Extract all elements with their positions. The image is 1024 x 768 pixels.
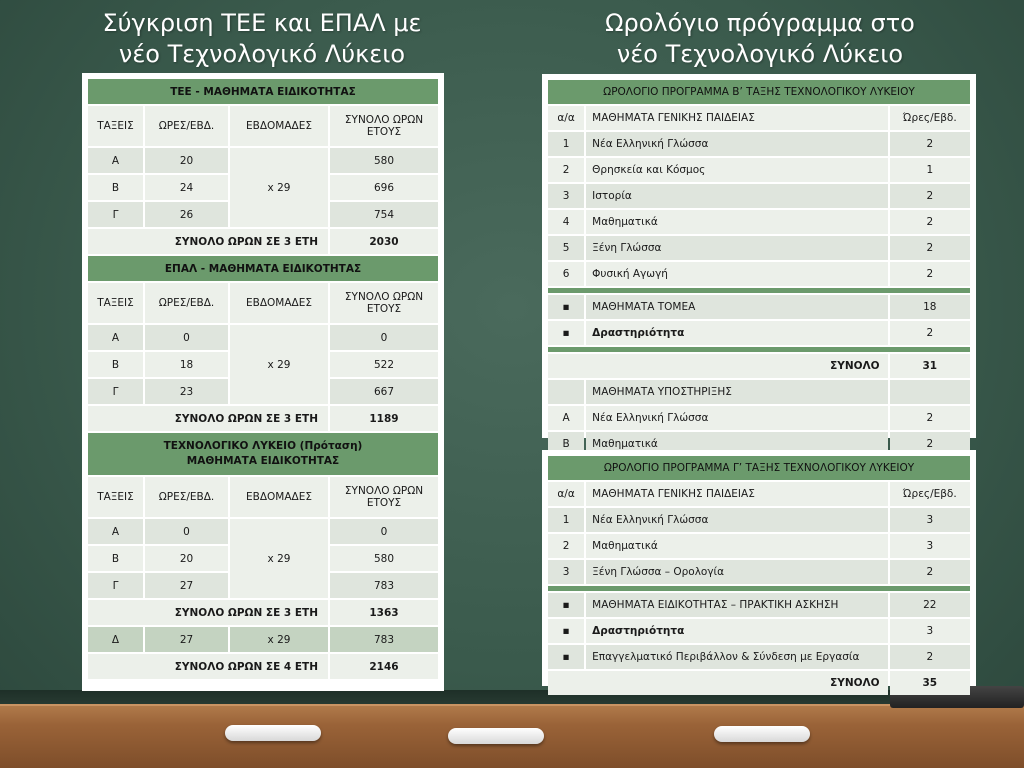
sum-value: 31 bbox=[890, 354, 970, 378]
tech-header-line: ΜΑΘΗΜΑΤΑ ΕΙΔΙΚΟΤΗΤΑΣ bbox=[186, 455, 340, 467]
bullet-icon: ▪ bbox=[548, 619, 584, 643]
subject-name: Ιστορία bbox=[586, 184, 887, 208]
col-header-hours: ΩΡΕΣ/ΕΒΔ. bbox=[145, 477, 228, 517]
subject-name: Ξένη Γλώσσα bbox=[586, 236, 887, 260]
hours-cell: 24 bbox=[145, 175, 228, 200]
hours-cell: 20 bbox=[145, 546, 228, 571]
chalk-piece bbox=[448, 728, 544, 744]
class-cell: Α bbox=[88, 519, 143, 544]
total-cell: 0 bbox=[330, 519, 438, 544]
row-number: 1 bbox=[548, 508, 584, 532]
left-title-line: Σύγκριση ΤΕΕ και ΕΠΑΛ με bbox=[102, 9, 422, 37]
comparison-panel bbox=[82, 73, 444, 691]
program-c-header: ΩΡΟΛΟΓΙΟ ΠΡΟΓΡΑΜΜΑ Γ’ ΤΑΞΗΣ ΤΕΧΝΟΛΟΓΙΚΟΥ ΛΥΚΕΙΟΥ bbox=[548, 456, 970, 480]
col-aa: α/α bbox=[548, 106, 584, 130]
row-number: 3 bbox=[548, 560, 584, 584]
sum-value: 35 bbox=[890, 671, 970, 695]
sum-label: ΣΥΝΟΛΟ ΩΡΩΝ ΣΕ 3 ΕΤΗ bbox=[88, 600, 328, 625]
support-subject: Νέα Ελληνική Γλώσσα bbox=[586, 406, 887, 430]
chalk-piece bbox=[225, 725, 321, 741]
subject-hours: 2 bbox=[890, 132, 970, 156]
environment-subject: Επαγγελματικό Περιβάλλον & Σύνδεση με Εργασία bbox=[586, 645, 887, 669]
col-header-weeks: ΕΒΔΟΜΑΔΕΣ bbox=[230, 283, 328, 323]
total-cell: 696 bbox=[330, 175, 438, 200]
sum-label: ΣΥΝΟΛΟ ΩΡΩΝ ΣΕ 3 ΕΤΗ bbox=[88, 229, 328, 254]
total-cell: 783 bbox=[330, 627, 438, 652]
sum4-value: 2146 bbox=[330, 654, 438, 679]
subject-hours: 2 bbox=[890, 262, 970, 286]
sum-label: ΣΥΝΟΛΟ bbox=[548, 671, 888, 695]
sum-label: ΣΥΝΟΛΟ bbox=[548, 354, 888, 378]
sum4-label: ΣΥΝΟΛΟ ΩΡΩΝ ΣΕ 4 ΕΤΗ bbox=[88, 654, 328, 679]
separator bbox=[548, 347, 970, 352]
col-hours: Ώρες/Εβδ. bbox=[890, 106, 970, 130]
col-header-weeks: ΕΒΔΟΜΑΔΕΣ bbox=[230, 477, 328, 517]
tee-header: ΤΕΕ - ΜΑΘΗΜΑΤΑ ΕΙΔΙΚΟΤΗΤΑΣ bbox=[88, 79, 438, 104]
support-hours: 2 bbox=[890, 406, 970, 430]
activity-hours: 3 bbox=[890, 619, 970, 643]
subject-name: Φυσική Αγωγή bbox=[586, 262, 887, 286]
right-title-line: Ωρολόγιο πρόγραμμα στο bbox=[605, 9, 915, 37]
row-letter: Β bbox=[548, 432, 584, 456]
program-b-header: ΩΡΟΛΟΓΙΟ ΠΡΟΓΡΑΜΜΑ Β’ ΤΑΞΗΣ ΤΕΧΝΟΛΟΓΙΚΟΥ ΛΥΚΕΙΟΥ bbox=[548, 80, 970, 104]
row-number: 2 bbox=[548, 158, 584, 182]
class-cell: Α bbox=[88, 148, 143, 173]
specialty-hours: 22 bbox=[890, 593, 970, 617]
subject-name: Νέα Ελληνική Γλώσσα bbox=[586, 508, 887, 532]
class-cell: Γ bbox=[88, 202, 143, 227]
hours-cell: 26 bbox=[145, 202, 228, 227]
col-hours: Ώρες/Εβδ. bbox=[890, 482, 970, 506]
sector-hours: 18 bbox=[890, 295, 970, 319]
total-cell: 522 bbox=[330, 352, 438, 377]
separator bbox=[548, 586, 970, 591]
col-header-classes: ΤΑΞΕΙΣ bbox=[88, 477, 143, 517]
sum-value: 2030 bbox=[330, 229, 438, 254]
sector-subjects: ΜΑΘΗΜΑΤΑ ΤΟΜΕΑ bbox=[586, 295, 887, 319]
support-header: ΜΑΘΗΜΑΤΑ ΥΠΟΣΤΗΡΙΞΗΣ bbox=[586, 380, 887, 404]
hours-cell: 27 bbox=[145, 573, 228, 598]
class-cell: Γ bbox=[88, 573, 143, 598]
weeks-cell: x 29 bbox=[230, 325, 328, 404]
tech-header-line: ΤΕΧΝΟΛΟΓΙΚΟ ΛΥΚΕΙΟ (Πρόταση) bbox=[163, 440, 363, 452]
total-cell: 580 bbox=[330, 148, 438, 173]
subject-hours: 2 bbox=[890, 560, 970, 584]
hours-cell: 18 bbox=[145, 352, 228, 377]
epal-header: ΕΠΑΛ - ΜΑΘΗΜΑΤΑ ΕΙΔΙΚΟΤΗΤΑΣ bbox=[88, 256, 438, 281]
subject-hours: 2 bbox=[890, 236, 970, 260]
subject-hours: 2 bbox=[890, 184, 970, 208]
subject-hours: 3 bbox=[890, 508, 970, 532]
program-c-table bbox=[546, 454, 972, 697]
hours-cell: 23 bbox=[145, 379, 228, 404]
total-cell: 667 bbox=[330, 379, 438, 404]
chalk-piece bbox=[714, 726, 810, 742]
left-title bbox=[82, 8, 442, 70]
col-header-classes: ΤΑΞΕΙΣ bbox=[88, 283, 143, 323]
row-number: 1 bbox=[548, 132, 584, 156]
col-header-weeks: ΕΒΔΟΜΑΔΕΣ bbox=[230, 106, 328, 146]
subject-name: Ξένη Γλώσσα – Ορολογία bbox=[586, 560, 887, 584]
row-letter: Α bbox=[548, 406, 584, 430]
empty-cell bbox=[890, 380, 970, 404]
activity-name: Δραστηριότητα bbox=[586, 321, 887, 345]
support-subject: Μαθηματικά bbox=[586, 432, 887, 456]
sum-value: 1363 bbox=[330, 600, 438, 625]
support-hours: 2 bbox=[890, 432, 970, 456]
bullet-icon: ▪ bbox=[548, 321, 584, 345]
tech-header bbox=[88, 433, 438, 475]
class-cell: Β bbox=[88, 175, 143, 200]
weeks-cell: x 29 bbox=[230, 519, 328, 598]
row-number: 2 bbox=[548, 534, 584, 558]
subject-name: Μαθηματικά bbox=[586, 210, 887, 234]
row-number: 6 bbox=[548, 262, 584, 286]
col-header-hours: ΩΡΕΣ/ΕΒΔ. bbox=[145, 283, 228, 323]
program-b-table bbox=[546, 78, 972, 458]
activity-hours: 2 bbox=[890, 321, 970, 345]
subject-name: Νέα Ελληνική Γλώσσα bbox=[586, 132, 887, 156]
empty-cell bbox=[548, 380, 584, 404]
total-cell: 580 bbox=[330, 546, 438, 571]
right-title bbox=[560, 8, 960, 70]
sum-label: ΣΥΝΟΛΟ ΩΡΩΝ ΣΕ 3 ΕΤΗ bbox=[88, 406, 328, 431]
col-header-total: ΣΥΝΟΛΟ ΩΡΩΝ ΕΤΟΥΣ bbox=[330, 477, 438, 517]
weeks-cell: x 29 bbox=[230, 627, 328, 652]
sum-value: 1189 bbox=[330, 406, 438, 431]
col-header-hours: ΩΡΕΣ/ΕΒΔ. bbox=[145, 106, 228, 146]
bullet-icon: ▪ bbox=[548, 645, 584, 669]
comparison-table bbox=[86, 77, 440, 681]
row-number: 3 bbox=[548, 184, 584, 208]
right-title-line: νέο Τεχνολογικό Λύκειο bbox=[616, 40, 904, 68]
hours-cell: 20 bbox=[145, 148, 228, 173]
environment-hours: 2 bbox=[890, 645, 970, 669]
class-cell: Α bbox=[88, 325, 143, 350]
subject-name: Θρησκεία και Κόσμος bbox=[586, 158, 887, 182]
separator bbox=[548, 288, 970, 293]
col-subject: ΜΑΘΗΜΑΤΑ ΓΕΝΙΚΗΣ ΠΑΙΔΕΙΑΣ bbox=[586, 482, 887, 506]
total-cell: 754 bbox=[330, 202, 438, 227]
subject-hours: 2 bbox=[890, 210, 970, 234]
subject-name: Μαθηματικά bbox=[586, 534, 887, 558]
program-b-panel bbox=[542, 74, 976, 450]
col-header-total: ΣΥΝΟΛΟ ΩΡΩΝ ΕΤΟΥΣ bbox=[330, 106, 438, 146]
class-cell: Γ bbox=[88, 379, 143, 404]
program-c-panel bbox=[542, 450, 976, 689]
total-cell: 783 bbox=[330, 573, 438, 598]
subject-hours: 1 bbox=[890, 158, 970, 182]
hours-cell: 0 bbox=[145, 519, 228, 544]
total-cell: 0 bbox=[330, 325, 438, 350]
class-cell: Β bbox=[88, 546, 143, 571]
bullet-icon: ▪ bbox=[548, 593, 584, 617]
col-subject: ΜΑΘΗΜΑΤΑ ΓΕΝΙΚΗΣ ΠΑΙΔΕΙΑΣ bbox=[586, 106, 887, 130]
specialty-subjects: ΜΑΘΗΜΑΤΑ ΕΙΔΙΚΟΤΗΤΑΣ – ΠΡΑΚΤΙΚΗ ΑΣΚΗΣΗ bbox=[586, 593, 887, 617]
row-number: 4 bbox=[548, 210, 584, 234]
weeks-cell: x 29 bbox=[230, 148, 328, 227]
class-cell: Β bbox=[88, 352, 143, 377]
bullet-icon: ▪ bbox=[548, 295, 584, 319]
col-header-total: ΣΥΝΟΛΟ ΩΡΩΝ ΕΤΟΥΣ bbox=[330, 283, 438, 323]
col-aa: α/α bbox=[548, 482, 584, 506]
hours-cell: 0 bbox=[145, 325, 228, 350]
hours-cell: 27 bbox=[145, 627, 228, 652]
class-cell: Δ bbox=[88, 627, 143, 652]
col-header-classes: ΤΑΞΕΙΣ bbox=[88, 106, 143, 146]
subject-hours: 3 bbox=[890, 534, 970, 558]
activity-name: Δραστηριότητα bbox=[586, 619, 887, 643]
left-title-line: νέο Τεχνολογικό Λύκειο bbox=[118, 40, 406, 68]
row-number: 5 bbox=[548, 236, 584, 260]
